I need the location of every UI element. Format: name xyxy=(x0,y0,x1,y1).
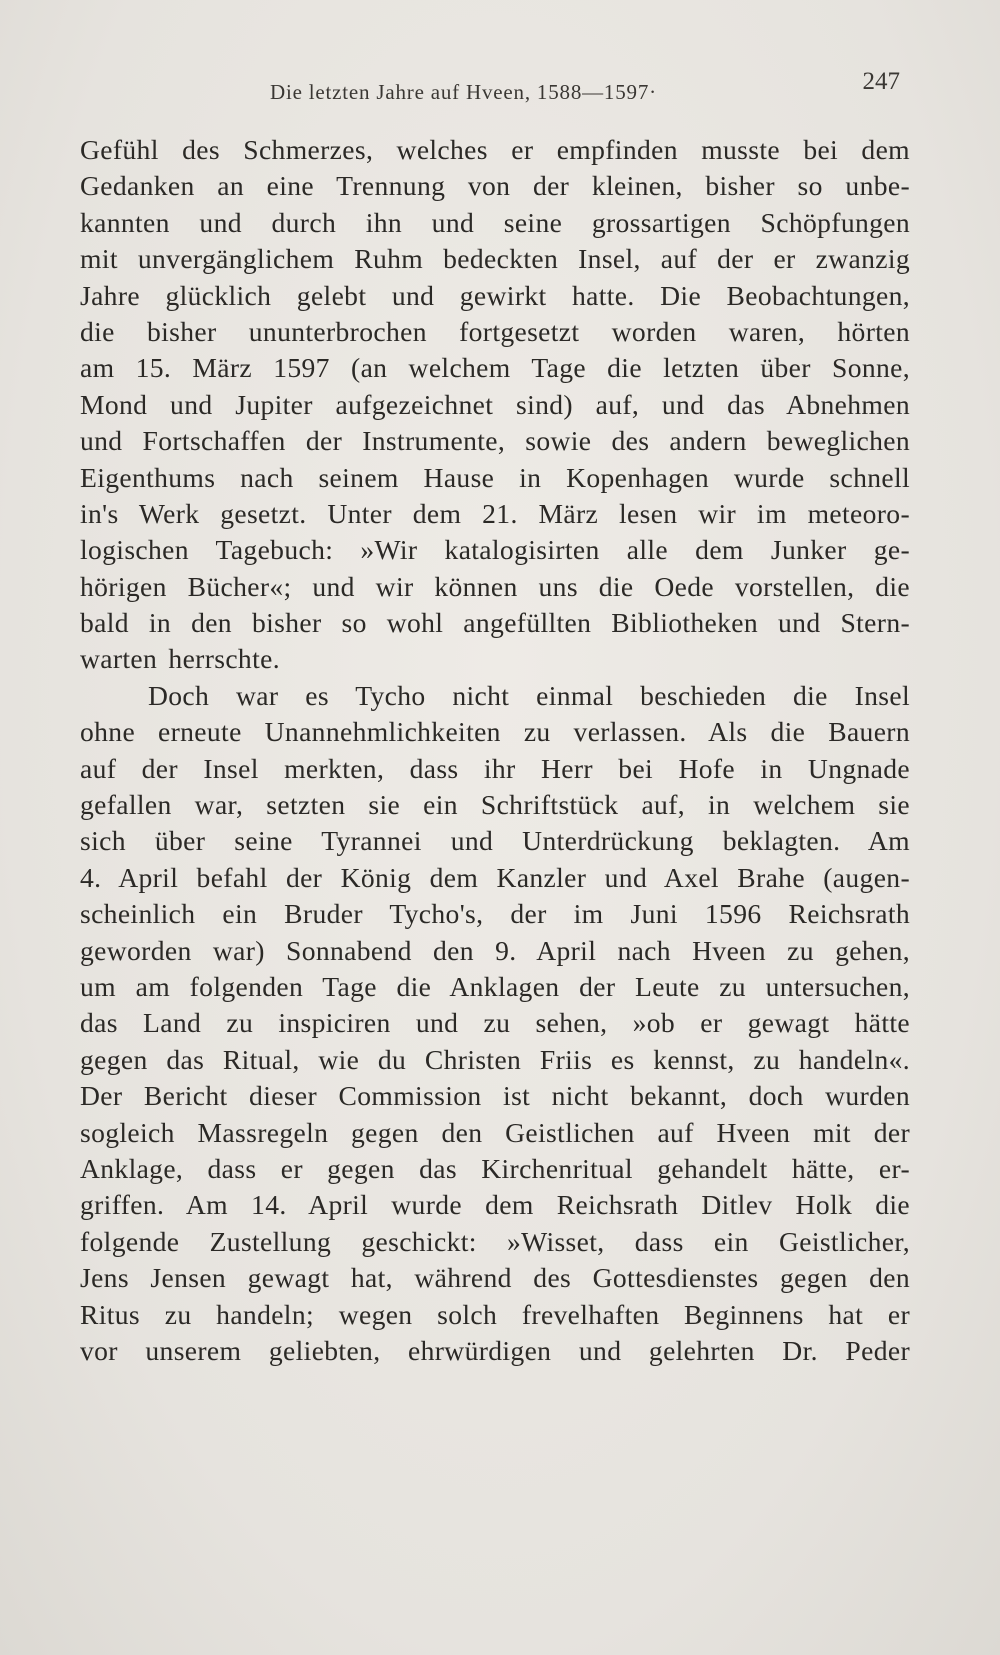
text-line-paragraph-start: Doch war es Tycho nicht einmal beschieden die Insel xyxy=(148,679,910,711)
text-line: um am folgenden Tage die Anklagen der Leute zu untersuchen, xyxy=(80,970,910,1002)
text-line: Ritus zu handeln; wegen solch frevelhaften Beginnens hat er xyxy=(80,1298,910,1330)
text-line: geworden war) Sonnabend den 9. April nach Hveen zu gehen, xyxy=(80,934,910,966)
text-line: Gedanken an eine Trennung von der kleinen, bisher so unbe- xyxy=(80,170,910,202)
text-line: Anklage, dass er gegen das Kirchenritual gehandelt hätte, er- xyxy=(80,1152,910,1184)
text-line: Jahre glücklich gelebt und gewirkt hatte. Die Beobachtungen, xyxy=(80,279,910,311)
text-line: logischen Tagebuch: »Wir katalogisirten alle dem Junker ge- xyxy=(80,534,910,566)
running-head: Die letzten Jahre auf Hveen, 1588—1597· xyxy=(270,80,657,104)
page-header xyxy=(80,68,900,108)
text-line: bald in den bisher so wohl angefüllten Bibliotheken und Stern- xyxy=(80,607,910,639)
text-line: griffen. Am 14. April wurde dem Reichsrath Ditlev Holk die xyxy=(80,1189,910,1221)
text-line: ohne erneute Unannehmlichkeiten zu verlassen. Als die Bauern xyxy=(80,716,910,748)
text-line-paragraph-end: warten herrschte. xyxy=(80,643,280,675)
text-line: sogleich Massregeln gegen den Geistlichen auf Hveen mit der xyxy=(80,1116,910,1148)
page-number: 247 xyxy=(862,68,900,95)
text-line: am 15. März 1597 (an welchem Tage die letzten über Sonne, xyxy=(80,352,910,384)
text-line: Der Bericht dieser Commission ist nicht bekannt, doch wurden xyxy=(80,1080,910,1112)
body-text xyxy=(80,132,910,1369)
text-line: gefallen war, setzten sie ein Schriftstück auf, in welchem sie xyxy=(80,789,910,821)
text-line: Gefühl des Schmerzes, welches er empfinden musste bei dem xyxy=(80,134,910,165)
text-line: und Fortschaffen der Instrumente, sowie des andern beweglichen xyxy=(80,425,910,457)
text-line: gegen das Ritual, wie du Christen Friis es kennst, zu handeln«. xyxy=(80,1043,910,1075)
text-line: vor unserem geliebten, ehrwürdigen und gelehrten Dr. Peder xyxy=(80,1334,910,1366)
text-line: die bisher ununterbrochen fortgesetzt worden waren, hörten xyxy=(80,315,910,347)
text-line: in's Werk gesetzt. Unter dem 21. März lesen wir im meteoro- xyxy=(80,497,910,529)
text-line: hörigen Bücher«; und wir können uns die Oede vorstellen, die xyxy=(80,570,910,602)
text-line: Mond und Jupiter aufgezeichnet sind) auf, und das Abnehmen xyxy=(80,388,910,420)
text-line: 4. April befahl der König dem Kanzler und Axel Brahe (augen- xyxy=(80,861,910,893)
text-line: auf der Insel merkten, dass ihr Herr bei Hofe in Ungnade xyxy=(80,752,910,784)
text-line: Eigenthums nach seinem Hause in Kopenhagen wurde schnell xyxy=(80,461,910,493)
text-line: mit unvergänglichem Ruhm bedeckten Insel, auf der er zwanzig xyxy=(80,243,910,275)
text-line: das Land zu inspiciren und zu sehen, »ob er gewagt hätte xyxy=(80,1007,910,1039)
text-line: sich über seine Tyrannei und Unterdrückung beklagten. Am xyxy=(80,825,910,857)
text-line: kannten und durch ihn und seine grossartigen Schöpfungen xyxy=(80,206,910,238)
text-line: folgende Zustellung geschickt: »Wisset, dass ein Geistlicher, xyxy=(80,1225,910,1257)
text-line: Jens Jensen gewagt hat, während des Gottesdienstes gegen den xyxy=(80,1262,910,1294)
text-line: scheinlich ein Bruder Tycho's, der im Juni 1596 Reichsrath xyxy=(80,898,910,930)
